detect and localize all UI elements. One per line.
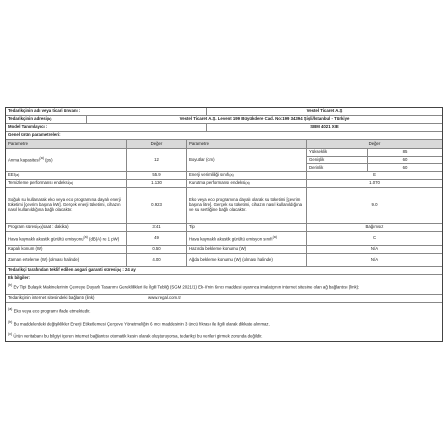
- power-modes-row: [6, 246, 442, 254]
- water-consumption-value: 9.0: [306, 188, 442, 223]
- capacity-label-text: Anma kapasitesi: [8, 157, 40, 163]
- dimension-height-label: Yükseklik: [309, 149, 328, 155]
- consumption-row: [6, 188, 442, 224]
- cleaning-sup: (a): [68, 181, 74, 186]
- capacity-dimensions-row: [6, 149, 442, 172]
- guarantee-row: [6, 267, 442, 275]
- capacity-sup: (a): [39, 156, 44, 161]
- dimension-width-row: [307, 157, 442, 164]
- eei-row: [6, 172, 442, 180]
- off-mode-value: 0.50: [126, 246, 186, 253]
- program-duration-label: [6, 224, 126, 231]
- energy-class-label-text: Enerji verimliliği sınıfı: [189, 172, 230, 178]
- noise-label-text: Hava kaynaklı akustik gürültü emisyonu: [8, 236, 84, 242]
- program-type-row: [6, 224, 442, 232]
- energy-class-sup: (a): [229, 173, 234, 178]
- cleaning-value: 1.130: [126, 180, 186, 187]
- noise-sup: (a): [83, 234, 88, 239]
- header-value-left: Değer: [126, 140, 186, 148]
- guarantee-text: [6, 267, 442, 274]
- noise-class-label-text: Hava kaynaklı akustik gürültü emisyon sınıfı: [189, 236, 273, 242]
- guarantee-label: Tedarikçi tarafından teklif edilen asgari garanti süresi: [8, 267, 117, 273]
- program-unit: (saat : dakika): [41, 224, 69, 230]
- model-label: Model Tanımlayıcı :: [8, 124, 48, 130]
- noise-value: 49: [126, 232, 186, 245]
- link-value[interactable]: www.regal.com.tr: [148, 295, 181, 301]
- program-label-text: Program süresi: [8, 224, 38, 230]
- footnote-c: [8, 332, 440, 339]
- cleaning-label: [6, 180, 126, 187]
- footnote-b-mark: (b): [8, 320, 13, 324]
- footnote-c-mark: (c): [8, 332, 13, 336]
- address-label-sup: (b): [46, 117, 52, 122]
- dimension-width-label: Genişlik: [309, 157, 325, 162]
- extra-title-row: [6, 275, 442, 282]
- link-row: [6, 295, 442, 303]
- footnote-a-text: Eko veya eco programı ifade etmektedir.: [13, 308, 91, 314]
- regulation-text-body: Ev Tipi Bulaşık Makinelerinin Çevreye Duyarlı Tasarımı Gereklilikleri ile İlgili Tebliğ (SGM 2021/1) Ek-II'nin 6ıncı maddesi uyarınca imalatçının internet sitesine olan ağ bağlantısı (link):: [13, 284, 360, 290]
- product-information-sheet: [5, 107, 443, 342]
- drying-label: [186, 180, 306, 187]
- dimension-depth-value: 60: [367, 164, 442, 171]
- footnote-a-mark: (a): [8, 307, 13, 311]
- capacity-value: 12: [126, 149, 186, 171]
- energy-consumption-label: Soğuk su kullanarak eko veya eco programına dayalı enerji tüketimi [çevrim başına kW]. Gerçek enerji tüketimi, cihazın nasıl kullanıldığına bağlı olacaktır.: [8, 197, 121, 212]
- program-sup: (a): [37, 225, 42, 230]
- model-value: SBM 4021 XIE: [206, 124, 442, 131]
- energy-class-value: E: [306, 172, 442, 179]
- header-value-right: Değer: [306, 140, 442, 148]
- eei-value: 55.9: [126, 172, 186, 179]
- supplier-address-label: [6, 116, 86, 123]
- network-standby-value: N/A: [306, 254, 442, 266]
- delay-network-row: [6, 254, 442, 267]
- address-label-text: Tedarikçinin adresi: [8, 116, 47, 122]
- model-row: [6, 124, 442, 132]
- supplier-name-label: Tedarikçinin adı veya ticari ünvanı :: [8, 108, 81, 114]
- network-standby-label: Ağda bekleme konumu (W) (olması halinde): [186, 254, 306, 266]
- noise-class-sup: (a): [272, 234, 277, 239]
- regulation-sup: (b): [8, 283, 13, 287]
- noise-label: [6, 232, 126, 245]
- eei-label-text: EEI: [8, 172, 15, 178]
- general-title-row: [6, 132, 442, 140]
- standby-label: Hazırda bekleme konumu (W): [186, 246, 306, 253]
- capacity-unit: (ps): [43, 157, 53, 163]
- footnote-c-text: Ürün veritabanı bu bilgiyi içeren internet bağlantısı otomatik kesin olarak oluşturuyorsa, tedarikçi bu verileri girmek zorunda değildir.: [13, 333, 263, 339]
- parameter-header-row: [6, 140, 442, 149]
- cleaning-label-text: Temizleme performansı endeksi: [8, 180, 69, 186]
- drying-label-text: Kurutma performansı endeksi: [189, 180, 246, 186]
- dimension-height-value: 85: [367, 149, 442, 156]
- footnote-a: [8, 307, 440, 314]
- type-value: Bağımsız: [306, 224, 442, 231]
- noise-unit: (dB(A) re 1 pW): [87, 236, 120, 242]
- capacity-label: [6, 149, 126, 171]
- standby-value: N/A: [306, 246, 442, 253]
- regulation-row: [6, 282, 442, 295]
- regulation-text: [6, 282, 442, 294]
- guarantee-sup: (b): [116, 268, 122, 273]
- drying-value: 1.070: [306, 180, 442, 187]
- dimensions-values: [306, 149, 442, 171]
- supplier-name-row: [6, 108, 442, 116]
- cleaning-drying-row: [6, 180, 442, 188]
- dimension-depth-label: Derinlik: [309, 164, 324, 170]
- supplier-address-row: [6, 116, 442, 124]
- extra-info-title: Ek bilgiler:: [8, 275, 30, 281]
- supplier-address-value: Vestel Ticaret A.Ş. Levent 199 Büyükdere Cad. No:199 34394 Şişli/İstanbul - Türkiye: [86, 116, 442, 123]
- drying-sup: (a): [245, 181, 250, 186]
- energy-class-label: [186, 172, 306, 179]
- eei-label: [6, 172, 126, 179]
- energy-consumption-value: 0.923: [126, 188, 186, 223]
- delay-start-label: Zaman erteleme (W) (olması halinde): [8, 256, 80, 262]
- noise-class-label: [186, 232, 306, 245]
- dimension-depth-row: [307, 164, 442, 171]
- water-consumption-label: Eko veya eco programına dayalı olarak su tüketimi [çevrim başına litre]. Gerçek su tüketimi, cihazın nasıl kullanıldığına ve su sertliğine bağlı olacaktır.: [186, 188, 306, 223]
- header-parameter-right: Parametre: [186, 140, 306, 148]
- supplier-name-value: Vestel Ticaret A.Ş: [206, 108, 442, 115]
- noise-row: [6, 232, 442, 246]
- dimension-height-row: [307, 149, 442, 157]
- footnote-b: [8, 320, 440, 327]
- delay-start-value: 4.00: [126, 254, 186, 266]
- eei-sup: (a): [14, 173, 20, 178]
- footnote-b-text: Bu maddelerdeki değişiklikler Enerji Etiketlemesi Çerçeve Yönetmeliğin 6 ıncı maddesinin 3 üncü fıkrası ile ilgili olarak dikkate alınmaz.: [13, 321, 270, 327]
- dimensions-label: Boyutlar (cm): [186, 149, 306, 171]
- type-label: Tip: [186, 224, 306, 231]
- guarantee-value: : 24 ay: [122, 267, 136, 273]
- header-parameter-left: Parametre: [8, 140, 29, 146]
- program-duration-value: 3:41: [126, 224, 186, 231]
- noise-class-value: C: [306, 232, 442, 245]
- link-label: Tedarikçinin internet sitesindeki bağlantı (link): [8, 295, 95, 301]
- off-mode-label: Kapalı konum (W): [8, 246, 43, 252]
- general-parameters-title: Genel ürün parametreleri:: [8, 132, 61, 138]
- dimension-width-value: 60: [367, 157, 442, 163]
